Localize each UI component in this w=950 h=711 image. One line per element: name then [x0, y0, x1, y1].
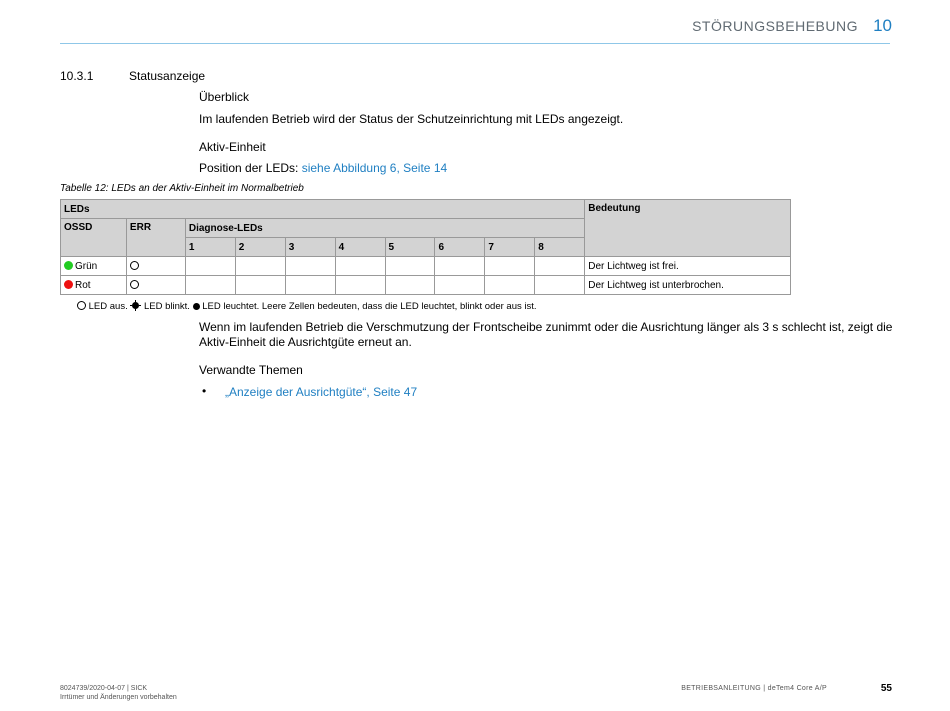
chapter-title: STÖRUNGSBEHEBUNG	[692, 18, 858, 34]
table-legend	[77, 301, 537, 312]
diag-cell	[335, 257, 385, 276]
header-meaning: Bedeutung	[585, 200, 791, 257]
led-position-text: Position der LEDs:	[199, 161, 302, 175]
footer-info	[60, 684, 177, 702]
paragraph-line-1: Wenn im laufenden Betrieb die Verschmutzung der Frontscheibe zunimmt oder die Ausrichtung länger als 3 s schlecht ist, zeigt die	[199, 320, 893, 334]
meaning-cell: Der Lichtweg ist frei.	[585, 257, 791, 276]
page-number: 55	[880, 683, 892, 694]
legend-off: LED aus.	[88, 301, 128, 312]
diag-col-1: 1	[185, 238, 235, 257]
diag-cell	[235, 257, 285, 276]
overview-text: Im laufenden Betrieb wird der Status der Schutzeinrichtung mit LEDs angezeigt.	[199, 112, 624, 126]
ossd-cell	[61, 276, 127, 295]
diag-cell	[385, 257, 435, 276]
diag-cell	[485, 276, 535, 295]
header-err: ERR	[126, 219, 185, 257]
doc-id: 8024739/2020-04-07 | SICK	[60, 685, 148, 692]
green-led-icon	[64, 261, 73, 270]
meaning-cell: Der Lichtweg ist unterbrochen.	[585, 276, 791, 295]
led-position-line	[199, 161, 447, 176]
diag-col-5: 5	[385, 238, 435, 257]
diag-col-4: 4	[335, 238, 385, 257]
figure-link[interactable]: siehe Abbildung 6, Seite 14	[301, 161, 448, 175]
diag-cell	[435, 257, 485, 276]
ossd-cell	[61, 257, 127, 276]
diag-cell	[335, 276, 385, 295]
err-cell	[126, 276, 185, 295]
related-link[interactable]: „Anzeige der Ausrichtgüte“, Seite 47	[225, 385, 418, 399]
header-divider	[60, 43, 890, 44]
chapter-number: 10	[873, 16, 892, 35]
manual-title: BETRIEBSANLEITUNG | deTem4 Core A/P	[681, 685, 827, 692]
diag-cell	[185, 257, 235, 276]
diag-cell	[435, 276, 485, 295]
diag-cell	[285, 276, 335, 295]
diag-col-6: 6	[435, 238, 485, 257]
active-unit-heading: Aktiv-Einheit	[199, 140, 266, 154]
table-row	[61, 276, 791, 295]
table-caption: Tabelle 12: LEDs an der Aktiv-Einheit im Normalbetrieb	[60, 183, 304, 194]
diag-col-7: 7	[485, 238, 535, 257]
ossd-label: Rot	[75, 279, 91, 291]
diag-cell	[235, 276, 285, 295]
led-off-icon	[77, 301, 86, 310]
body-paragraph	[199, 320, 892, 350]
related-heading: Verwandte Themen	[199, 363, 303, 377]
legend-on: LED leuchtet. Leere Zellen bedeuten, dass die LED leuchtet, blinkt oder aus ist.	[202, 301, 537, 312]
diag-cell	[285, 257, 335, 276]
led-table	[60, 199, 791, 295]
table-row	[61, 257, 791, 276]
header-leds: LEDs	[61, 200, 585, 219]
overview-heading: Überblick	[199, 90, 250, 104]
diag-cell	[485, 257, 535, 276]
header-ossd: OSSD	[61, 219, 127, 257]
disclaimer: Irrtümer und Änderungen vorbehalten	[60, 694, 177, 701]
err-cell	[126, 257, 185, 276]
diag-cell	[535, 276, 585, 295]
diag-cell	[385, 276, 435, 295]
header-diagnose: Diagnose-LEDs	[185, 219, 584, 238]
section-number: 10.3.1	[60, 69, 94, 83]
diag-cell	[185, 276, 235, 295]
led-blink-icon	[130, 301, 141, 310]
red-led-icon	[64, 280, 73, 289]
legend-blink: LED blinkt.	[144, 301, 190, 312]
diag-cell	[535, 257, 585, 276]
diag-col-2: 2	[235, 238, 285, 257]
diag-col-8: 8	[535, 238, 585, 257]
bullet-icon: •	[202, 384, 207, 398]
led-off-icon	[130, 280, 139, 289]
paragraph-line-2: Aktiv-Einheit die Ausrichtgüte erneut an.	[199, 335, 412, 349]
diag-col-3: 3	[285, 238, 335, 257]
led-off-icon	[130, 261, 139, 270]
ossd-label: Grün	[75, 260, 98, 272]
led-on-icon	[193, 303, 200, 310]
section-title: Statusanzeige	[129, 69, 206, 83]
